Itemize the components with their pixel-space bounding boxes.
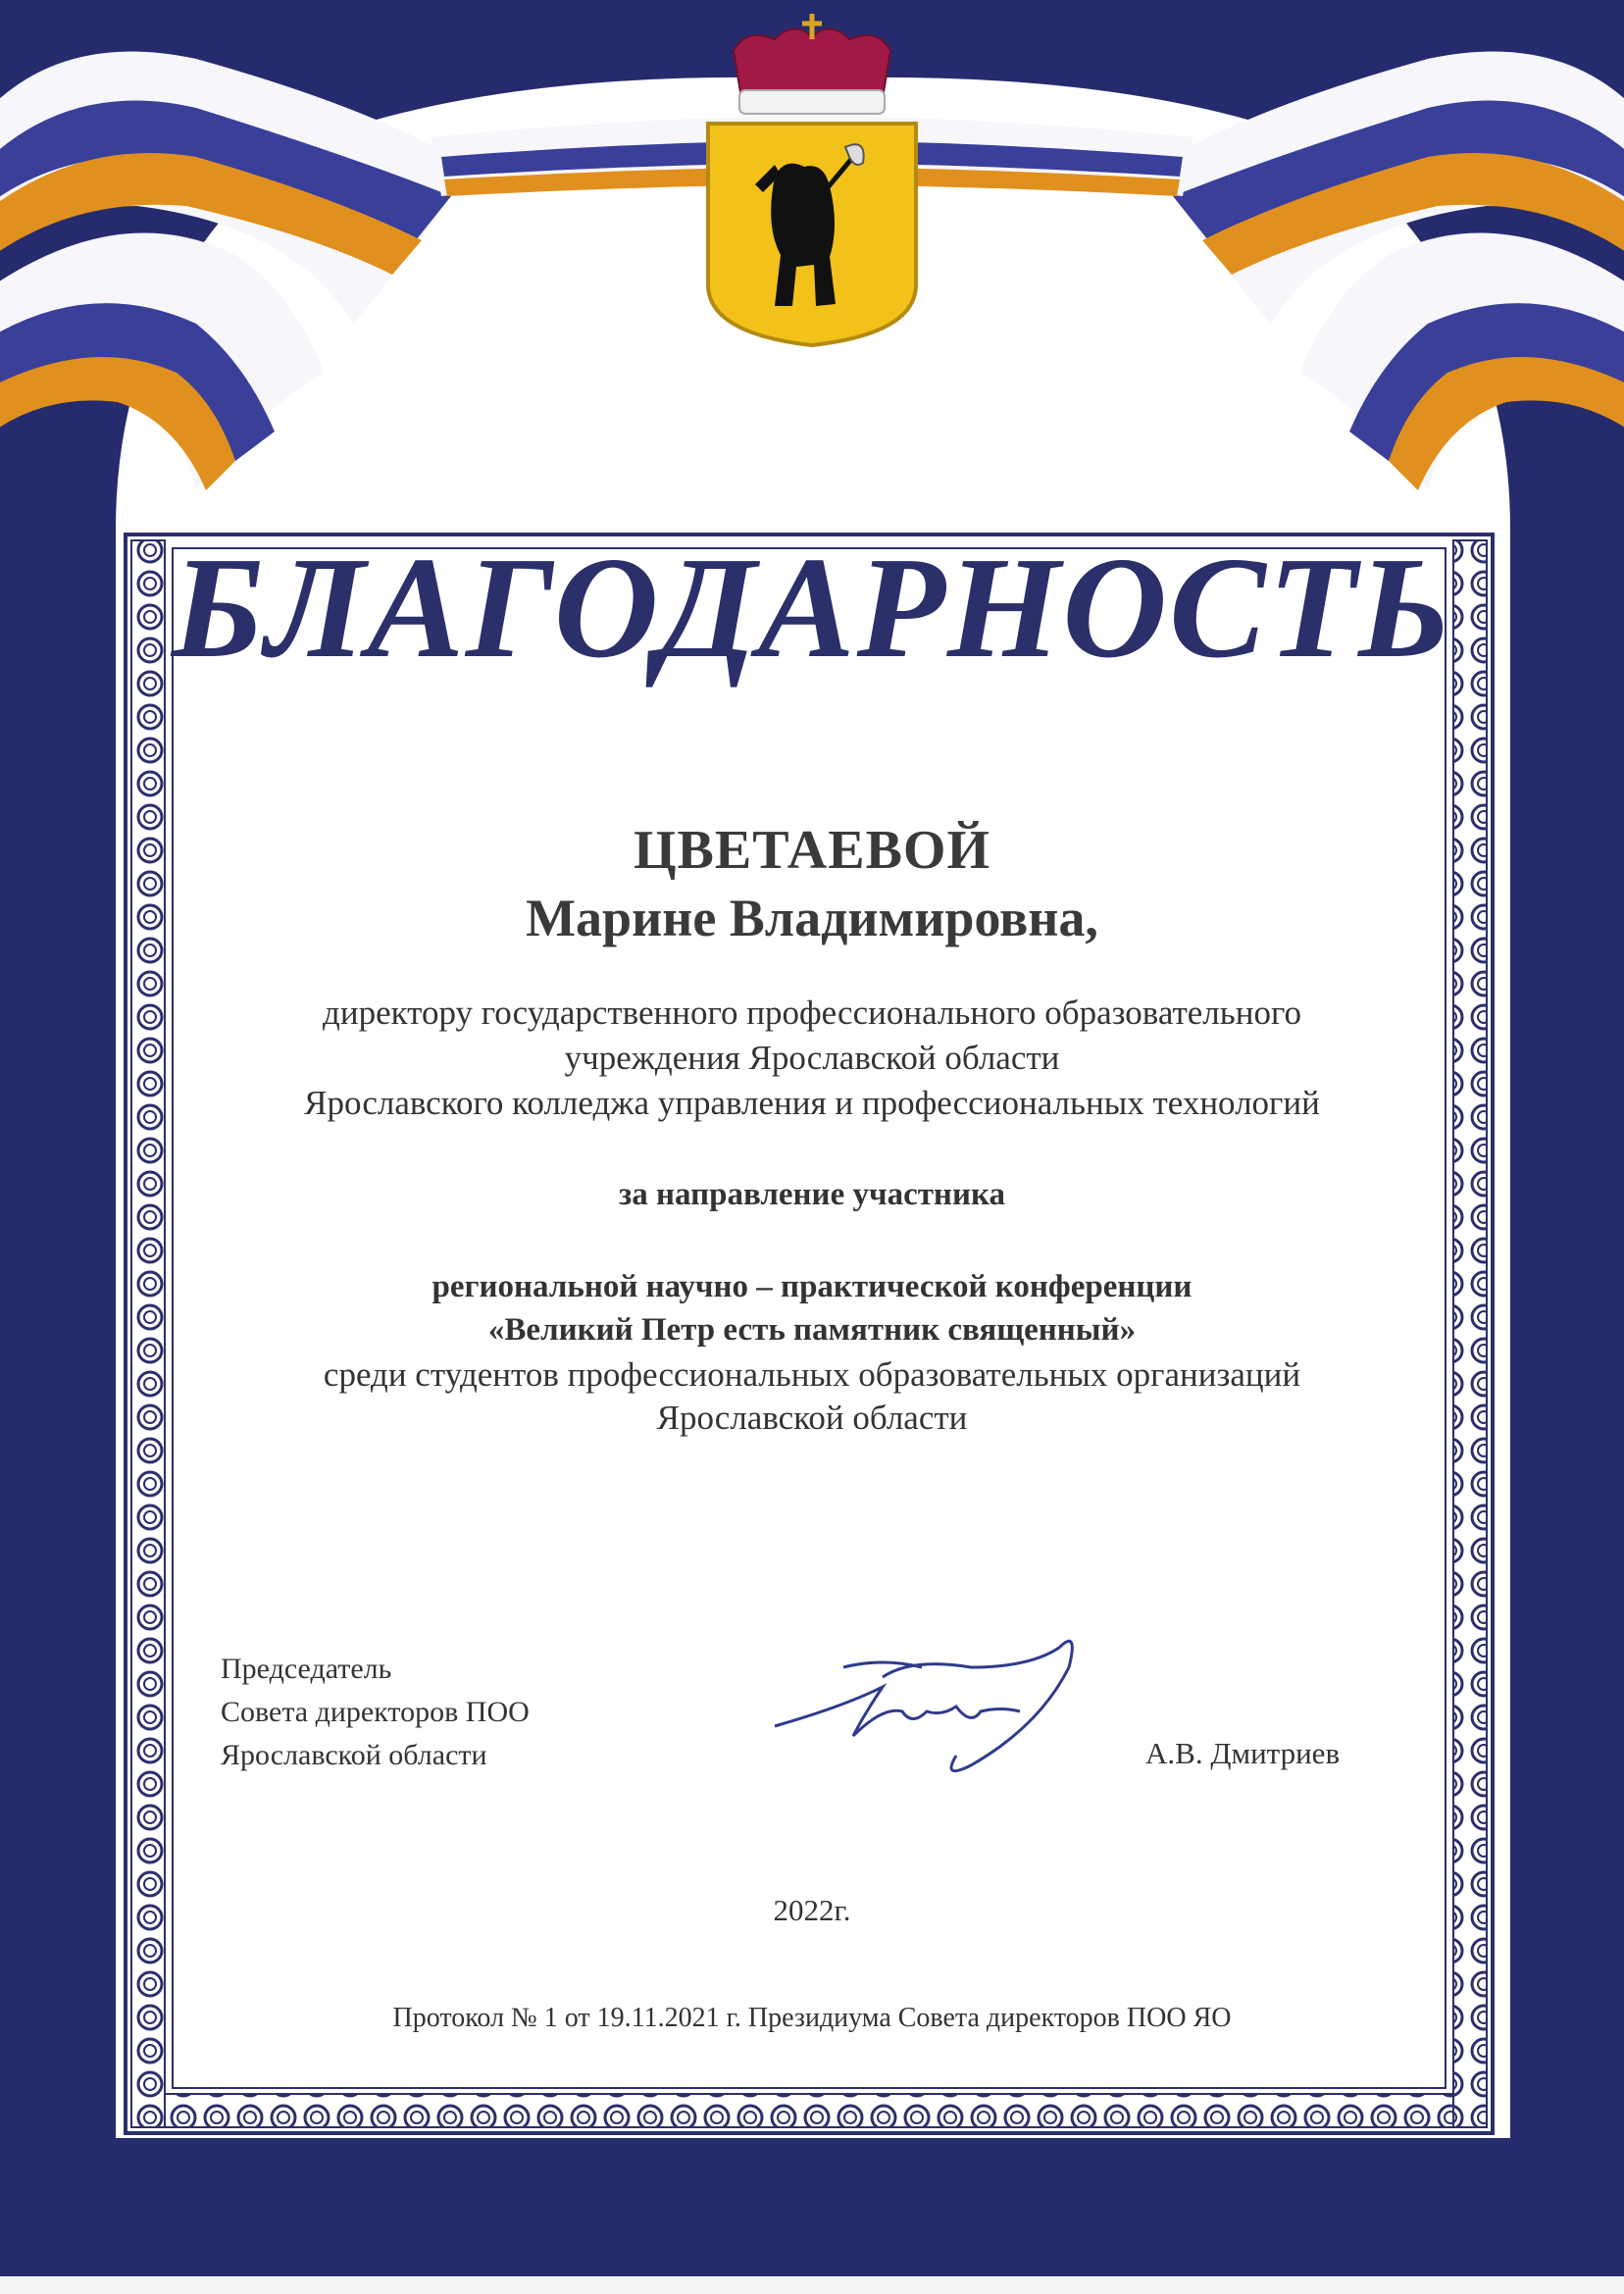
- position-line-2: учреждения Ярославской области: [564, 1039, 1060, 1077]
- signatory-title-line-1: Председатель: [221, 1653, 392, 1685]
- certificate-title: БЛАГОДАРНОСТЬ: [171, 528, 1453, 688]
- conference-line-2: «Великий Петр есть памятник священный»: [487, 1312, 1137, 1348]
- audience-line-1: среди студентов профессиональных образовательных организаций: [323, 1355, 1301, 1394]
- signatory-title-line-2: Совета директоров ПОО: [221, 1696, 530, 1728]
- signatory-title-line-3: Ярославской области: [221, 1739, 487, 1771]
- reason-text: за направление участника: [619, 1177, 1005, 1212]
- recipient-given-name: Марине Владимировна,: [526, 889, 1098, 947]
- recipient-surname: ЦВЕТАЕВОЙ: [633, 820, 991, 881]
- position-line-1: директору государственного профессионального образовательного: [323, 994, 1301, 1032]
- issue-year: 2022г.: [773, 1893, 851, 1927]
- signatory-title: [221, 1648, 530, 1777]
- audience-line-2: Ярославской области: [656, 1399, 968, 1437]
- conference-line-1: региональной научно – практической конференции: [431, 1269, 1193, 1304]
- protocol-note: Протокол № 1 от 19.11.2021 г. Президиума Совета директоров ПОО ЯО: [392, 2003, 1232, 2033]
- scan-edge: [0, 2276, 1624, 2294]
- position-line-3: Ярославского колледжа управления и профессиональных технологий: [304, 1084, 1320, 1122]
- yaroslavl-coat-of-arms-icon: [708, 14, 916, 345]
- crown-icon: [734, 28, 890, 98]
- signatory-name: А.В. Дмитриев: [1145, 1736, 1341, 1770]
